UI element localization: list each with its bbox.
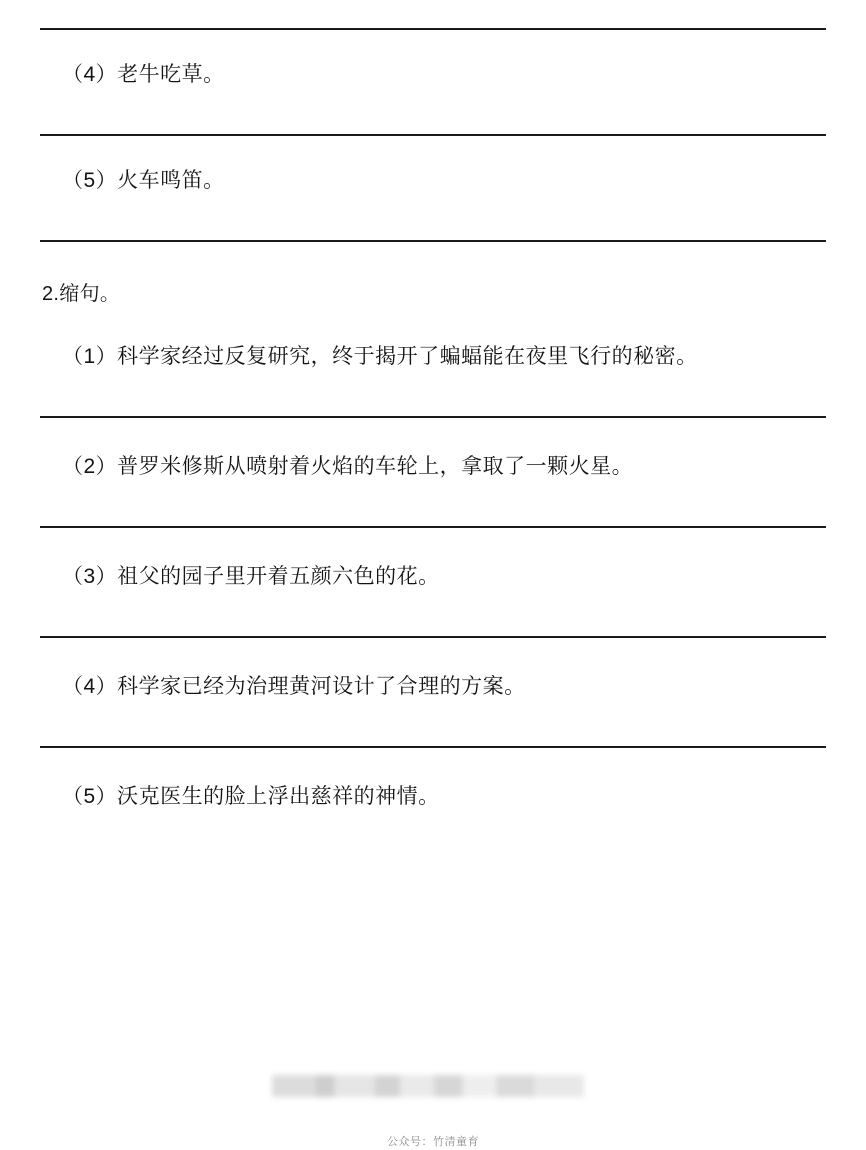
question-item: （2）普罗米修斯从喷射着火焰的车轮上，拿取了一颗火星。 (62, 455, 634, 478)
question-item: （5）火车鸣笛。 (62, 169, 225, 192)
question-item: （4）老牛吃草。 (62, 63, 225, 86)
question-item: （4）科学家已经为治理黄河设计了合理的方案。 (62, 675, 526, 698)
worksheet-page (0, 28, 866, 1150)
question-item: （5）沃克医生的脸上浮出慈祥的神情。 (62, 785, 440, 808)
footer-watermark: 公众号：竹清童育 (387, 1136, 479, 1148)
section-heading: 2.缩句。 (42, 283, 121, 305)
question-item: （1）科学家经过反复研究，终于揭开了蝙蝠能在夜里飞行的秘密。 (62, 345, 698, 368)
question-item: （3）祖父的园子里开着五颜六色的花。 (62, 565, 440, 588)
redacted-watermark (272, 1075, 584, 1097)
